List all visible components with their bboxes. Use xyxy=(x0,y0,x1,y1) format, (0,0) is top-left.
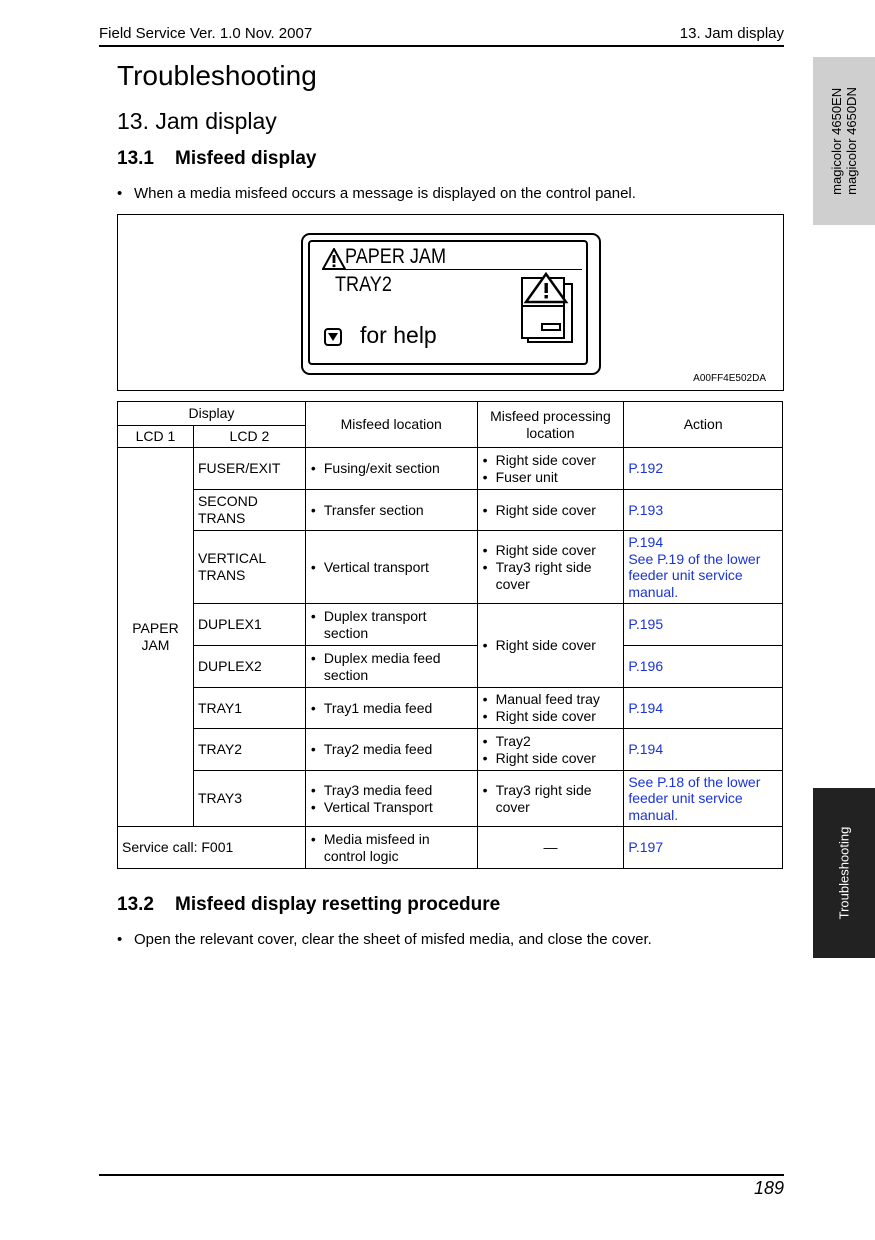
chapter-title: Troubleshooting xyxy=(117,60,317,91)
list-item: • Vertical Transport xyxy=(310,799,473,816)
down-arrow-icon xyxy=(324,328,342,346)
lcd-line-3: for help xyxy=(360,322,437,348)
processing-cell xyxy=(477,688,624,729)
side-tab-section xyxy=(813,788,875,958)
side-tab-model xyxy=(813,57,875,225)
lcd2-cell: DUPLEX2 xyxy=(193,646,305,688)
lcd2-cell: TRAY3 xyxy=(193,771,305,827)
table-row xyxy=(118,490,783,531)
action-link[interactable]: P.195 xyxy=(624,604,783,646)
table-row xyxy=(118,604,783,646)
subsection-title-2 xyxy=(117,894,500,916)
location-cell xyxy=(305,531,477,604)
location-cell xyxy=(305,448,477,490)
list-item: • Fuser unit xyxy=(482,469,620,486)
processing-cell xyxy=(477,448,624,490)
lcd2-cell: DUPLEX1 xyxy=(193,604,305,646)
processing-cell xyxy=(477,490,624,531)
subsection-text-2: Misfeed display resetting procedure xyxy=(175,894,501,915)
bullet-dot: • xyxy=(117,931,123,948)
header-right: 13. Jam display xyxy=(679,25,784,42)
list-item: • Duplex transport section xyxy=(310,608,473,642)
lcd-line-2: TRAY2 xyxy=(335,273,392,296)
processing-cell: — xyxy=(477,827,624,869)
lcd2-cell: FUSER/EXIT xyxy=(193,448,305,490)
header-lcd1: LCD 1 xyxy=(118,426,194,448)
list-item: • Tray3 right side cover xyxy=(482,559,620,593)
list-item: • Right side cover xyxy=(482,502,620,519)
location-cell xyxy=(305,604,477,646)
action-link[interactable]: P.197 xyxy=(624,827,783,869)
lcd2-cell xyxy=(193,531,305,604)
figure-code: A00FF4E502DA xyxy=(693,373,766,384)
processing-cell xyxy=(477,771,624,827)
service-call-cell: Service call: F001 xyxy=(118,827,306,869)
action-link[interactable]: P.194 xyxy=(624,688,783,729)
list-item: • Vertical transport xyxy=(310,559,473,576)
action-link[interactable]: P.193 xyxy=(624,490,783,531)
header-rule xyxy=(99,45,784,47)
subsection-title-1 xyxy=(117,148,317,170)
bullet-1 xyxy=(117,185,636,202)
header-display: Display xyxy=(118,402,306,426)
bullet-dot: • xyxy=(117,185,123,202)
lcd2-cell: TRAY1 xyxy=(193,688,305,729)
list-item: • Tray1 media feed xyxy=(310,700,473,717)
subsection-number-2: 13.2 xyxy=(117,894,154,915)
subsection-number-1: 13.1 xyxy=(117,148,154,169)
list-item: • Fusing/exit section xyxy=(310,460,473,477)
list-item: • Right side cover xyxy=(482,750,620,767)
table-row xyxy=(118,827,783,869)
location-cell xyxy=(305,490,477,531)
header-action: Action xyxy=(624,402,783,448)
side-tab-section-text: Troubleshooting xyxy=(836,826,852,920)
list-item: • Duplex media feed section xyxy=(310,650,473,684)
list-item: • Right side cover xyxy=(482,542,620,559)
location-cell xyxy=(305,646,477,688)
header-left: Field Service Ver. 1.0 Nov. 2007 xyxy=(99,25,313,42)
list-item: • Manual feed tray xyxy=(482,691,620,708)
printer-jam-icon xyxy=(520,272,576,344)
table-row xyxy=(118,531,783,604)
action-link[interactable]: P.196 xyxy=(624,646,783,688)
lcd2-text: VERTICAL TRANS xyxy=(197,550,266,583)
warning-icon xyxy=(322,248,346,270)
section-title: 13. Jam display xyxy=(117,108,277,134)
processing-cell xyxy=(477,729,624,771)
subsection-text-1: Misfeed display xyxy=(175,148,317,169)
lcd-screen xyxy=(308,240,588,365)
list-item: • Tray2 media feed xyxy=(310,741,473,758)
control-panel-frame xyxy=(301,233,601,375)
page-number: 189 xyxy=(753,1178,784,1198)
table-row xyxy=(118,688,783,729)
model-line-1: magicolor 4650EN xyxy=(829,87,844,195)
table-row xyxy=(118,646,783,688)
table-row xyxy=(118,729,783,771)
list-item: • Right side cover xyxy=(482,637,620,654)
list-item: • Tray3 right side cover xyxy=(482,782,620,816)
lcd2-cell: TRAY2 xyxy=(193,729,305,771)
list-item: • Media misfeed in control logic xyxy=(310,831,473,865)
bullet-2-text: Open the relevant cover, clear the sheet of misfed media, and close the cover. xyxy=(134,931,652,948)
lcd-line-1: PAPER JAM xyxy=(345,245,447,268)
table-row xyxy=(118,448,783,490)
list-item: • Tray2 xyxy=(482,733,620,750)
location-cell xyxy=(305,729,477,771)
action-link[interactable]: P.194 xyxy=(624,729,783,771)
lcd-divider xyxy=(324,269,582,270)
action-link[interactable]: P.194 See P.19 of the lower feeder unit service manual. xyxy=(624,531,783,604)
list-item: • Right side cover xyxy=(482,452,620,469)
location-cell xyxy=(305,688,477,729)
lcd2-cell xyxy=(193,490,305,531)
lcd1-paper-jam xyxy=(118,448,194,827)
location-cell xyxy=(305,771,477,827)
control-panel-figure xyxy=(117,214,784,391)
header-location: Misfeed location xyxy=(305,402,477,448)
list-item: • Right side cover xyxy=(482,708,620,725)
location-cell xyxy=(305,827,477,869)
model-line-2: magicolor 4650DN xyxy=(844,87,859,195)
misfeed-table xyxy=(117,401,783,869)
action-link[interactable]: P.192 xyxy=(624,448,783,490)
table-row xyxy=(118,771,783,827)
processing-cell xyxy=(477,531,624,604)
header-processing: Misfeed processing location xyxy=(477,402,624,448)
side-tab-model-text xyxy=(829,87,859,195)
list-item: • Tray3 media feed xyxy=(310,782,473,799)
bullet-2 xyxy=(117,931,652,948)
bullet-1-text: When a media misfeed occurs a message is displayed on the control panel. xyxy=(134,185,636,202)
footer-rule xyxy=(99,1174,784,1176)
lcd1-text: PAPER JAM xyxy=(132,620,179,653)
lcd2-text: SECOND TRANS xyxy=(197,493,258,526)
header-lcd2: LCD 2 xyxy=(193,426,305,448)
list-item: • Transfer section xyxy=(310,502,473,519)
processing-cell xyxy=(477,604,624,688)
action-link[interactable]: See P.18 of the lower feeder unit service manual. xyxy=(624,771,783,827)
